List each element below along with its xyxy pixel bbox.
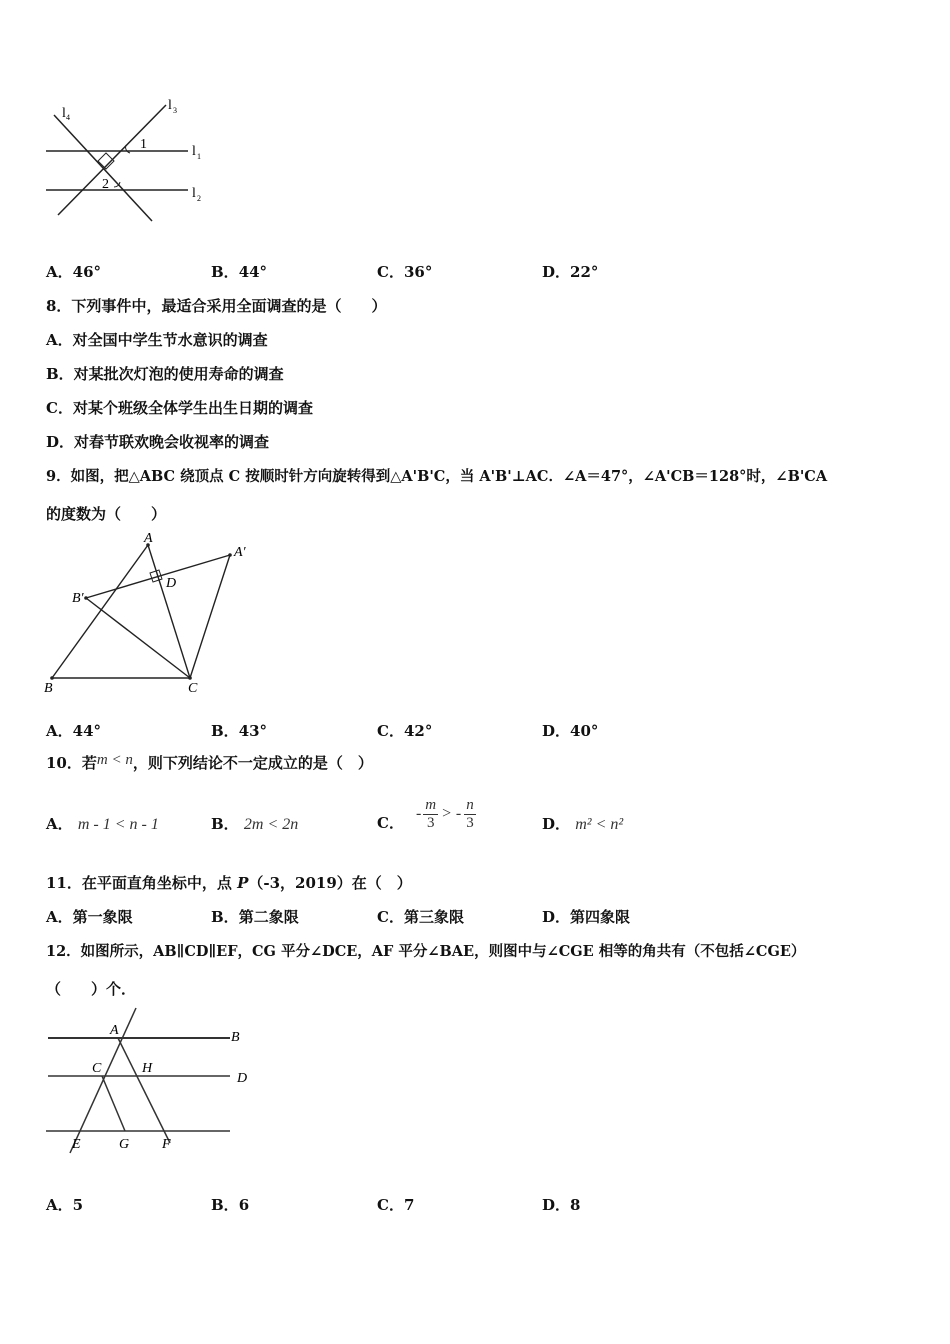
q10-option-b: B． 2m < 2n bbox=[211, 815, 299, 833]
q12-label-b: B bbox=[231, 1030, 240, 1045]
q7-option-d: D．22° bbox=[542, 263, 599, 281]
q9-figure bbox=[40, 528, 270, 698]
q7-label-l4-sub: 4 bbox=[66, 113, 70, 122]
q7-label-l4: l bbox=[62, 106, 66, 121]
q8-stem: 8．下列事件中，最适合采用全面调查的是（ ） bbox=[46, 297, 387, 315]
q7-option-a: A．46° bbox=[46, 263, 102, 281]
q12-option-d: D．8 bbox=[542, 1196, 581, 1214]
q12-label-g: G bbox=[119, 1137, 130, 1152]
q9-option-a: A．44° bbox=[46, 722, 102, 740]
q9-option-b: B．43° bbox=[211, 722, 268, 740]
q12-option-c: C．7 bbox=[377, 1196, 415, 1214]
q10-stem: 10．若m < n，则下列结论不一定成立的是（ ） bbox=[46, 752, 373, 772]
q12-stem-line2: （ ）个． bbox=[46, 980, 137, 998]
q9-label-a: A bbox=[144, 531, 153, 546]
q9-option-d: D．40° bbox=[542, 722, 599, 740]
q9-option-c: C．42° bbox=[377, 722, 433, 740]
q12-figure bbox=[40, 1003, 270, 1163]
q10-option-d: D． m² < n² bbox=[542, 815, 624, 833]
q11-option-c: C．第三象限 bbox=[377, 908, 464, 926]
q7-option-b: B．44° bbox=[211, 263, 268, 281]
q10-c-frac-2: $\frac{n}{3}$ bbox=[466, 796, 474, 831]
q9-label-c: C bbox=[188, 681, 198, 696]
q7-option-c: C．36° bbox=[377, 263, 433, 281]
q7-label-l1-sub: 1 bbox=[197, 152, 201, 161]
q12-option-a: A．5 bbox=[46, 1196, 84, 1214]
q7-label-l3: l bbox=[168, 98, 172, 113]
q9-stem-line1: 9．如图，把△ABC 绕顶点 C 按顺时针方向旋转得到△A'B'C，当 A'B'⊥AC．∠A＝47°，∠A'CB＝128°时，∠B'CA bbox=[46, 468, 828, 485]
q10-c-frac-1: $\frac{m}{3}$ bbox=[425, 796, 437, 831]
q9-label-b: B bbox=[44, 681, 53, 696]
q8-option-a: A．对全国中学生节水意识的调查 bbox=[46, 331, 268, 349]
q7-label-l2: l bbox=[192, 186, 196, 201]
q11-option-a: A．第一象限 bbox=[46, 908, 133, 926]
q11-option-d: D．第四象限 bbox=[542, 908, 631, 926]
q8-option-d: D．对春节联欢晚会收视率的调查 bbox=[46, 433, 270, 451]
q7-label-l2-sub: 2 bbox=[197, 194, 201, 203]
q12-option-b: B．6 bbox=[211, 1196, 250, 1214]
q7-figure bbox=[40, 95, 220, 225]
q7-angle-1: 1 bbox=[140, 137, 147, 152]
q12-stem-line1: 12．如图所示，AB∥CD∥EF，CG 平分∠DCE，AF 平分∠BAE，则图中与∠CGE 相等的角共有（不包括∠CGE） bbox=[46, 943, 806, 960]
q12-label-f: F bbox=[162, 1137, 171, 1152]
q12-label-e: E bbox=[72, 1137, 81, 1152]
q12-label-c: C bbox=[92, 1061, 102, 1076]
q9-label-d: D bbox=[166, 576, 177, 591]
q8-option-b: B．对某批次灯泡的使用寿命的调查 bbox=[46, 365, 284, 383]
q9-stem-line2: 的度数为（ ） bbox=[46, 505, 167, 523]
q7-label-l3-sub: 3 bbox=[173, 106, 177, 115]
q7-angle-2: 2 bbox=[102, 177, 109, 192]
q9-label-b-prime: B′ bbox=[72, 591, 84, 606]
q11-option-b: B．第二象限 bbox=[211, 908, 299, 926]
q8-option-c: C．对某个班级全体学生出生日期的调查 bbox=[46, 399, 313, 417]
q12-label-h: H bbox=[142, 1061, 153, 1076]
q9-label-a-prime: A′ bbox=[234, 545, 246, 560]
q12-label-a: A bbox=[110, 1023, 119, 1038]
q11-stem: 11．在平面直角坐标中，点 P（-3，2019）在（ ） bbox=[46, 874, 412, 892]
q10-option-a: A． m - 1 < n - 1 bbox=[46, 815, 159, 833]
q12-label-d: D bbox=[237, 1071, 248, 1086]
q7-label-l1: l bbox=[192, 144, 196, 159]
q10-option-c: C． - $\frac{m}{3}$ > - $\frac{n}{3}$ bbox=[377, 796, 474, 832]
